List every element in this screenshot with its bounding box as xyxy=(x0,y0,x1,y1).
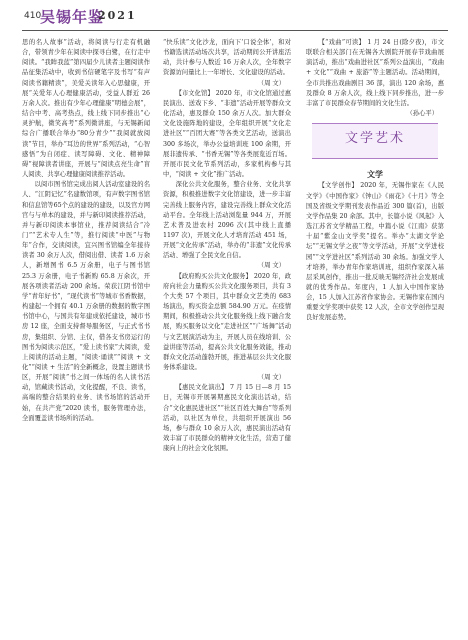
paragraph: 【文学创作】 2020 年，无锡作家在《人民文学》《中国作家》《钟山》《雨花》《十月》等全国及省级文学期刊发表作品近 300 篇(首)，出版文学作品集 20 余部。其中，长篇小说《风起》入选江苏省文学精品工程，中篇小说《江南》获第十届“紫金山文学奖”提名。举办“太湖文学论坛”“无锡文学之夜”等文学活动，开展“文学进校园”“文学进社区”系列活动 30 余场。加强文学人才培养，举办青年作家培训班，组织作家深入基层采风创作，推出一批反映无锡经济社会发展成就的优秀作品。年度内，1 人加入中国作家协会，15 人加入江苏省作家协会。无锡作家在国内重要文学奖项中获奖 12 人次，全市文学创作呈现良好发展态势。 xyxy=(306,182,444,322)
section-banner xyxy=(312,123,438,159)
paragraph: 思的名人故事”活动，将阅读与行走有机融合，带领青少年在阅读中探寻白鹭，在行走中阅读。“我眸我蓝”第四届少儿读者主题阅读作品征集活动中，收到书信硬笔字及书写“有声阅读书籍精读”，美爱关读年入心思健康，开展“关爱年人心理健康活动，受益人群近 26 万余人次。推出有少年心理健康“明德会展”，结合中考、高考热点，线上线下同步推出“心灵护航，微笑高考”系列微讲座，与无锡新闻综合广播联合举办“80分青少”“我阅就放阅读”节目，举办“耳边的世界”系列活动，“心智感悟”为自闭症、读写障碍、文化、精神障碍”视障读者讲座，开展与“阅读点亮生命”盲人阅读、共享心理健康阅读推荐活动。 xyxy=(22,39,150,179)
header-rule xyxy=(22,30,448,31)
paragraph: 【政府购买公共文化服务】 2020 年，政府向社会力量购买公共文化服务项目，共有 3 个大类 57 个项目，其中群众文艺类的 683 场演出，购买资金总额 584.90 万元。在疫情期间，积极推动公共文化服务线上线下融合发展，购买服务以文化“走进社区”“广场舞”活动与文艺展演活动为主，开展人员在线培训、公益讲座等活动，提高公共文化服务效能，推动群众文化活动蓬勃开展，推进基层公共文化服务体系建设。 xyxy=(163,272,291,371)
author-signature: （孙心平） xyxy=(406,110,438,118)
text-column-2 xyxy=(163,38,291,454)
paragraph: 【市文化馆】 2020 年，市文化馆通过惠民演出、送戏下乡、“非遗”活动开展等群众文化活动，惠及群众 150 余万人次。加大群众文化设施阵地的建设，全年组织开展“文化走进社区”“百团大赛”等各类文艺活动，送演出 300 多场次，举办公益培训班 100 余期，开展非遗传承、“书香无锡”等各类展览近百场。开展市民文化节系列活动，多家机构参与其中，“阅读 + 文化”推广活动。 xyxy=(163,89,291,179)
author-signature: （周 文） xyxy=(257,262,285,270)
author-signature: （周 文） xyxy=(257,79,285,87)
text-column-3 xyxy=(306,38,444,324)
yearbook-year: 2021 xyxy=(98,9,137,22)
paragraph: 【“戏曲”可读】 1 月 24 日(除夕夜)，市文联联合相关部门在无锡各大剧院开展春节戏曲展演活动，推出“戏曲进社区”系列公益演出，“戏曲 + 文化”“戏曲 + 旅游”等主题活动。活动期间，全市共推出戏曲剧目 36 部，演出 120 余场，惠及群众 8 万余人次，线上线下同步推出，进一步丰富了市民群众春节期间的文化生活。 xyxy=(306,39,444,107)
yearbook-title: 吴锡年鉴 xyxy=(40,8,105,26)
sub-heading: 文学 xyxy=(367,169,383,180)
section-title: 文学艺术 xyxy=(344,131,405,147)
text-column-1 xyxy=(22,38,150,424)
page-header xyxy=(0,0,468,34)
author-signature: （周 文） xyxy=(257,374,285,382)
paragraph: 深化公共文化服务，整合业务、文化共享资源，积极推进数字文化馆建设，进一步丰富完善线上服务内容，建设完善线上群众文化活动平台。全年线上活动浏览量 944 万，开展艺术普及进农村 2096 次(其中线上直播 1197 次)，开展文化人才培育活动 451 场，开展“文化传承”活动，举办的“非遗”文化传承活动、增强了全民文化自信。 xyxy=(163,181,291,260)
paragraph: 以阅市图书馆完成出阅人活动室建设的名人、“江阴记忆”名建数馆项，有声数字图书馆和信息馆等65个点的建设的建设，以及官方网官与与单本的建设，并与新印阅读推荐活动，并与新印阅读本事馆业，推荐阅读结合“冷门”“艺术专人生”等，推行阅读“中医”与物年”合作，交读阅读，宜兴图书馆编全年接待读者 30 余万人次，借阅出借、读者 1.6 万余人，新增图书 6.5 万余册，电子与图书馆 25.3 万余册，电子书新购 65.8 万余次，开展各项读者活动 200 余场。荣获江阴书馆中学“青年好书”，“现代读书”等城市书香数据，构建起一个拥有 40.1 万余册的数据的数字图书馆中心，与国共有年建成依托建设，城市书房 12 座，全面支持督导服务区，与正式书书房，集组织、分馆、主仅，借各支书房运行的图书为阅读示范区，“爱上读书家”大阅读，爱上阅读的活动主题，“阅读·诵读”“阅读 + 文化”“阅读 + 生活”的全新概念，设置主题读书区，开展“阅读”书之间一体场的名人读书活动，馆藏读书活动，文化提醒，不良、读书，高端的整合结果的业务、读书场馆的活动开始，在共产党“2020 读书，服务管理办法，全面覆盖读书场所的活动。 xyxy=(22,181,150,422)
page-number: 410 xyxy=(24,11,42,21)
paragraph: “快乐读”文化沙龙，面向下‘口说全体’，和对书籍选读活动场次共享，活动期间公开讲座活动，共计参与人数近 16 万余人次，全年数字资源访问量比上一年增长、文化建设的活动。 xyxy=(163,39,291,77)
paragraph: 【惠民文化演出】 7 月 15 日—8 月 15 日，无锡市开展暑期惠民文化演出活动，结合“文化惠民进社区”“社区百姓大舞台”等系列活动，以社区为单位，共组织开展演出 56 场，参与群众 10 余万人次，惠民演出活动有效丰富了市民群众的精神文化生活，营造了健康向上的社会文化氛围。 xyxy=(163,384,291,453)
